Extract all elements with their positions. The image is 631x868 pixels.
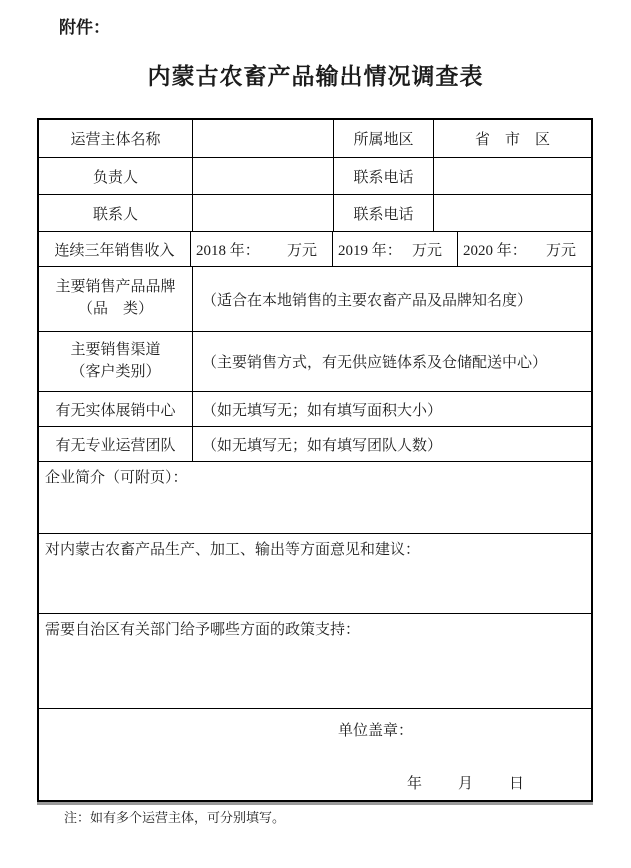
table-row-exhibition bbox=[39, 392, 591, 427]
manager-label: 负责人 bbox=[39, 158, 193, 194]
table-row-suggestion bbox=[39, 534, 591, 614]
table-row-signature bbox=[39, 709, 591, 800]
channel-label bbox=[39, 332, 193, 391]
manager-phone-value-cell bbox=[434, 158, 591, 194]
revenue-2020-label: 2020 年： bbox=[463, 242, 527, 259]
table-row-team bbox=[39, 427, 591, 462]
footnote: 注：如有多个运营主体，可分别填写。 bbox=[64, 810, 286, 825]
seal-label: 单位盖章： bbox=[338, 723, 414, 739]
channel-label-line2: （客户类别） bbox=[70, 363, 161, 380]
channel-label-line1: 主要销售渠道 bbox=[70, 341, 161, 358]
revenue-2018-cell bbox=[191, 232, 333, 266]
brand-label-line1: 主要销售产品品牌 bbox=[55, 279, 176, 296]
table-row-contact bbox=[39, 195, 591, 232]
team-label: 有无专业运营团队 bbox=[39, 427, 193, 461]
contact-label: 联系人 bbox=[39, 195, 193, 231]
exhibition-hint: （如无填写无；如有填写面积大小） bbox=[202, 402, 443, 419]
contact-value-cell bbox=[193, 195, 334, 231]
suggestion-label: 对内蒙古农畜产品生产、加工、输出等方面意见和建议： bbox=[45, 542, 421, 558]
survey-table bbox=[37, 118, 593, 802]
entity-name-label: 运营主体名称 bbox=[39, 120, 193, 157]
contact-phone-value-cell bbox=[434, 195, 591, 231]
page-title: 内蒙古农畜产品输出情况调查表 bbox=[147, 63, 484, 89]
table-row-entity bbox=[39, 120, 591, 158]
table-row-policy bbox=[39, 614, 591, 709]
revenue-2020-cell bbox=[458, 232, 591, 266]
policy-label: 需要自治区有关部门给予哪些方面的政策支持： bbox=[45, 622, 361, 638]
revenue-label: 连续三年销售收入 bbox=[39, 232, 191, 266]
region-label: 所属地区 bbox=[334, 120, 434, 157]
table-row-profile bbox=[39, 462, 591, 534]
attachment-label: 附件： bbox=[59, 18, 110, 37]
revenue-2019-label: 2019 年： bbox=[338, 242, 402, 259]
manager-phone-label: 联系电话 bbox=[334, 158, 434, 194]
contact-phone-label: 联系电话 bbox=[334, 195, 434, 231]
region-value: 省 市 区 bbox=[474, 132, 550, 148]
exhibition-label: 有无实体展销中心 bbox=[39, 392, 193, 426]
date-label: 年 月 日 bbox=[407, 776, 527, 792]
team-hint: （如无填写无；如有填写团队人数） bbox=[202, 437, 443, 454]
revenue-2020-unit: 万元 bbox=[545, 242, 576, 259]
table-row-revenue bbox=[39, 232, 591, 267]
revenue-2019-cell bbox=[333, 232, 458, 266]
entity-name-value-cell bbox=[193, 120, 334, 157]
brand-label bbox=[39, 267, 193, 331]
table-row-brand bbox=[39, 267, 591, 332]
revenue-2019-unit: 万元 bbox=[411, 242, 442, 259]
channel-hint: （主要销售方式，有无供应链体系及仓储配送中心） bbox=[202, 355, 548, 371]
revenue-2018-unit: 万元 bbox=[286, 242, 317, 259]
profile-label: 企业简介（可附页）： bbox=[45, 470, 188, 486]
brand-hint: （适合在本地销售的主要农畜产品及品牌知名度） bbox=[202, 292, 533, 309]
manager-value-cell bbox=[193, 158, 334, 194]
brand-label-line2: （品 类） bbox=[77, 301, 153, 317]
revenue-2018-label: 2018 年： bbox=[196, 242, 260, 259]
table-row-manager bbox=[39, 158, 591, 195]
table-row-channel bbox=[39, 332, 591, 392]
